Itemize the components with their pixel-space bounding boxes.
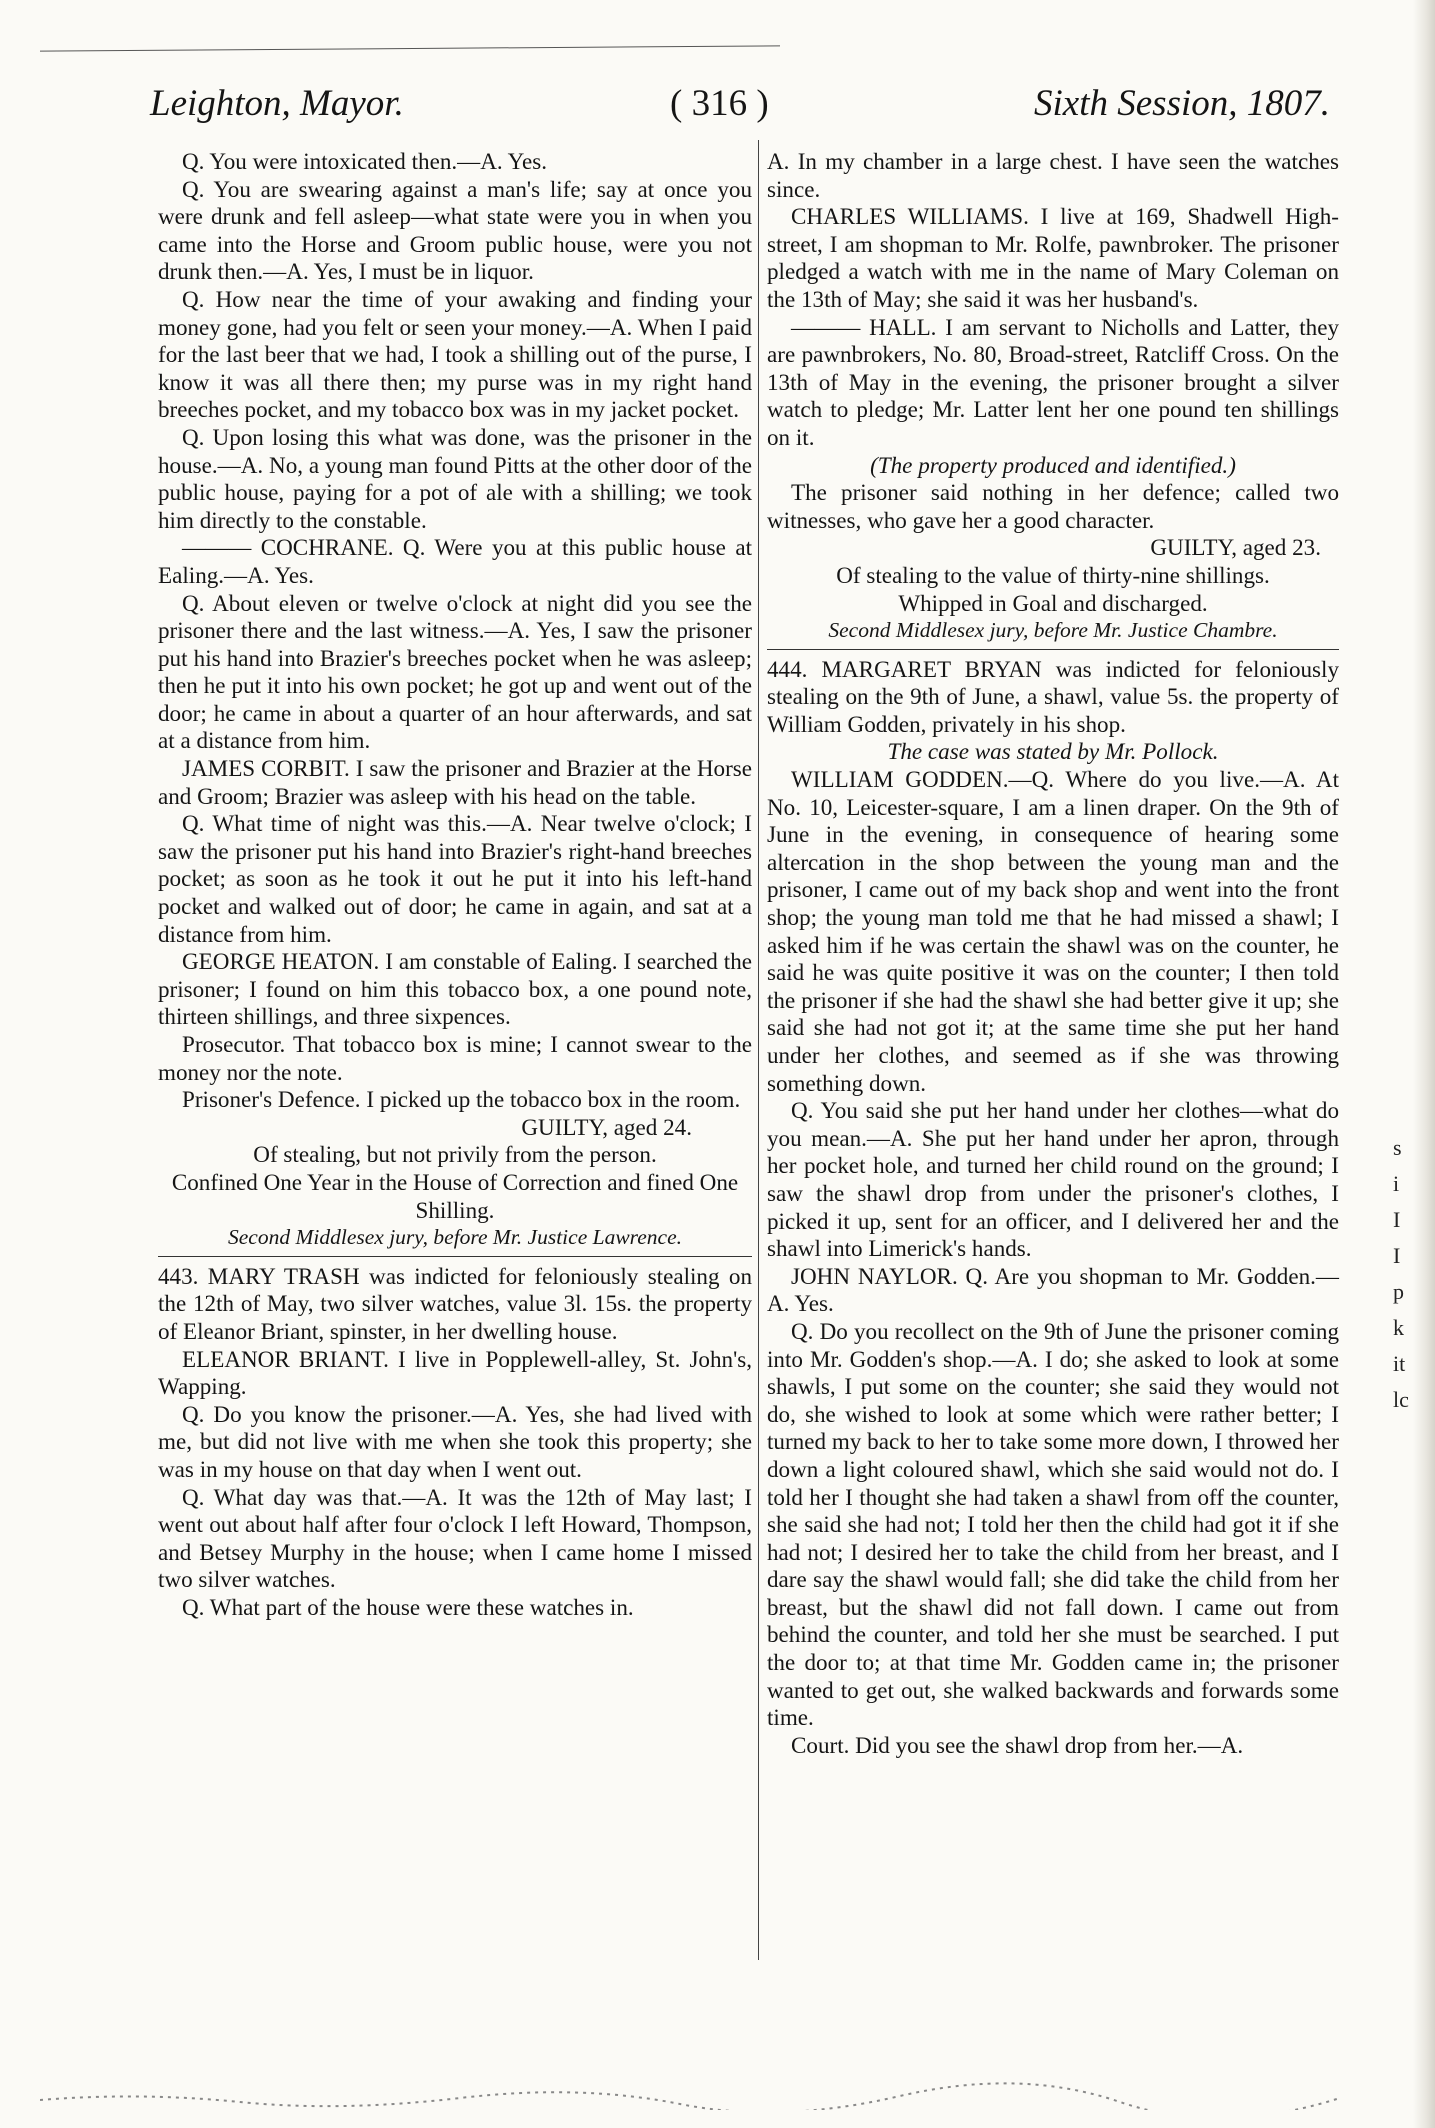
section-rule xyxy=(767,649,1339,650)
paragraph: ——— HALL. I am servant to Nicholls and Latter, they are pawnbrokers, No. 80, Broad-street, Ratcliff Cross. On the 13th of May in the evening, the prisoner brought a silver watch to pledge; Mr. Latter lent her one pound ten shillings on it. xyxy=(767,313,1339,450)
paragraph: Q. Do you know the prisoner.—A. Yes, she had lived with me, but did not live with me when she took this property; she was in my house on that day when I went out. xyxy=(158,1400,752,1482)
paragraph: ELEANOR BRIANT. I live in Popplewell-alley, St. John's, Wapping. xyxy=(158,1345,752,1400)
bleed-through-marks xyxy=(1393,1130,1433,1418)
paragraph: A. In my chamber in a large chest. I have seen the watches since. xyxy=(767,148,1339,202)
edge-mark: i xyxy=(1393,1171,1400,1196)
column-divider xyxy=(758,140,759,1960)
sentence: Of stealing, but not privily from the person. xyxy=(253,1141,657,1168)
verdict: GUILTY, aged 23. xyxy=(1150,534,1321,561)
paragraph: Q. You are swearing against a man's life; say at once you were drunk and fell asleep—what state were you in when you came into the Horse and Groom public house, were you not drunk then.—A. Yes, I must be in liquor. xyxy=(158,175,752,285)
paragraph: JAMES CORBIT. I saw the prisoner and Brazier at the Horse and Groom; Brazier was asleep with his head on the table. xyxy=(158,755,752,809)
paragraph: ——— COCHRANE. Q. Were you at this public house at Ealing.—A. Yes. xyxy=(158,534,752,588)
edge-mark: I xyxy=(1393,1207,1401,1232)
right-column xyxy=(767,148,1339,1759)
case-heading: 444. MARGARET BRYAN was indicted for feloniously stealing on the 9th of June, a shawl, value 5s. the property of William Godden, privately in his shop. xyxy=(767,655,1339,737)
court-line: Second Middlesex jury, before Mr. Justice Lawrence. xyxy=(228,1225,682,1250)
header-right-session: Sixth Session, 1807. xyxy=(1034,83,1330,124)
paragraph: Prisoner's Defence. I picked up the tobacco box in the room. xyxy=(182,1086,741,1113)
verdict: GUILTY, aged 24. xyxy=(521,1113,692,1140)
paragraph: Q. Upon losing this what was done, was the prisoner in the house.—A. No, a young man found Pitts at the other door of the public house, paying for a pot of ale with a shilling; we took him directly to the constable. xyxy=(158,423,752,533)
header-left-mayor: Leighton, Mayor. xyxy=(150,83,404,124)
court-line: Second Middlesex jury, before Mr. Justice Chambre. xyxy=(828,618,1278,643)
edge-mark: p xyxy=(1393,1279,1404,1304)
paragraph: CHARLES WILLIAMS. I live at 169, Shadwell High-street, I am shopman to Mr. Rolfe, pawnbroker. The prisoner pledged a watch with me in the name of Mary Coleman on the 13th of May; she said it was her husband's. xyxy=(767,203,1339,312)
page-number: ( 316 ) xyxy=(670,83,769,124)
edge-mark: I xyxy=(1393,1243,1401,1268)
case-stated-note: The case was stated by Mr. Pollock. xyxy=(887,738,1219,765)
paragraph: Court. Did you see the shawl drop from her.—A. xyxy=(791,1731,1244,1758)
paragraph: Q. You were intoxicated then.—A. Yes. xyxy=(182,148,547,174)
sentence: Confined One Year in the House of Correction and fined One Shilling. xyxy=(171,1168,739,1223)
evidence-note: (The property produced and identified.) xyxy=(870,451,1236,478)
edge-mark: it xyxy=(1393,1351,1406,1376)
page-header xyxy=(150,82,1330,132)
page-edge-shadow xyxy=(1413,0,1435,2128)
section-rule xyxy=(158,1256,752,1257)
paragraph: Prosecutor. That tobacco box is mine; I cannot swear to the money nor the note. xyxy=(158,1031,752,1085)
paragraph: GEORGE HEATON. I am constable of Ealing. I searched the prisoner; I found on him this tobacco box, a one pound note, thirteen shillings, and three sixpences. xyxy=(158,948,752,1030)
top-rule xyxy=(40,45,780,51)
paragraph: Q. How near the time of your awaking and finding your money gone, had you felt or seen your money.—A. When I paid for the last beer that we had, I took a shilling out of the purse, I know it was all there then; my purse was in my right hand breeches pocket, and my tobacco box was in my jacket pocket. xyxy=(158,285,752,423)
sentence: Of stealing to the value of thirty-nine shillings. xyxy=(836,561,1270,588)
paragraph: Q. You said she put her hand under her clothes—what do you mean.—A. She put her hand under her apron, through her pocket hole, and turned her child round on the ground; I saw the shawl drop from under the prisoner's clothes, I picked it up, sent for an officer, and I delivered her and the shawl into Limerick's hands. xyxy=(767,1097,1339,1262)
paragraph: Q. Do you recollect on the 9th of June the prisoner coming into Mr. Godden's shop.—A. I do; she asked to look at some shawls, I put some on the counter; she said they would not do, she wished to look at some which were rather better; I turned my back to her to take some more down, I throwed her down a light coloured shawl, which she said would not do. I told her I thought she had taken a shawl from off the counter, she said she had not; I told her then the child had got it if she had not; I desired her to take the child from her breast, and I dare say the shawl would fall; she did take the child from her breast, but the shawl did not fall down. I came out from behind the counter, and told her she must be searched. I put the door to; at that time Mr. Godden came in; the prisoner wanted to get out, she walked backwards and forwards some time. xyxy=(767,1317,1339,1731)
paragraph: JOHN NAYLOR. Q. Are you shopman to Mr. Godden.—A. Yes. xyxy=(767,1262,1339,1317)
case-heading: 443. MARY TRASH was indicted for feloniously stealing on the 12th of May, two silver watches, value 3l. 15s. the property of Eleanor Briant, spinster, in her dwelling house. xyxy=(158,1262,752,1344)
scan-noise-bottom xyxy=(40,2080,1340,2110)
paragraph: Q. About eleven or twelve o'clock at night did you see the prisoner there and the last witness.—A. Yes, I saw the prisoner put his hand into Brazier's breeches pocket when he was asleep; then he put it into his own pocket; he got up and went out of the door; he came in about a quarter of an hour afterwards, and sat at a distance from him. xyxy=(158,589,752,754)
edge-mark: s xyxy=(1393,1135,1402,1160)
left-column xyxy=(158,148,752,1621)
paragraph: Q. What time of night was this.—A. Near twelve o'clock; I saw the prisoner put his hand into Brazier's right-hand breeches pocket; as soon as he took it out he put it into his left-hand pocket and walked out of door; he came in again, and sat at a distance from him. xyxy=(158,810,752,947)
paragraph: The prisoner said nothing in her defence; called two witnesses, who gave her a good character. xyxy=(767,479,1339,533)
edge-mark: lc xyxy=(1393,1387,1409,1412)
paragraph: Q. What day was that.—A. It was the 12th of May last; I went out about half after four o'clock I left Howard, Thompson, and Betsey Murphy in the house; when I came home I missed two silver watches. xyxy=(158,1483,752,1593)
edge-mark: k xyxy=(1393,1315,1404,1340)
sentence: Whipped in Goal and discharged. xyxy=(898,589,1208,616)
paragraph: WILLIAM GODDEN.—Q. Where do you live.—A. At No. 10, Leicester-square, I am a linen draper. On the 9th of June in the evening, in consequence of hearing some altercation in the shop between the young man and the prisoner, I came out of my back shop and went into the front shop; the young man told me that he had missed a shawl; I asked him if he was certain the shawl was on the counter, he said he was quite positive it was on the counter; I then told the prisoner if she had the shawl she had better give it up; she said she had not got it; at the same time she put her hand under her clothes, and seemed as if she was throwing something down. xyxy=(767,766,1339,1096)
paragraph: Q. What part of the house were these watches in. xyxy=(182,1593,634,1620)
